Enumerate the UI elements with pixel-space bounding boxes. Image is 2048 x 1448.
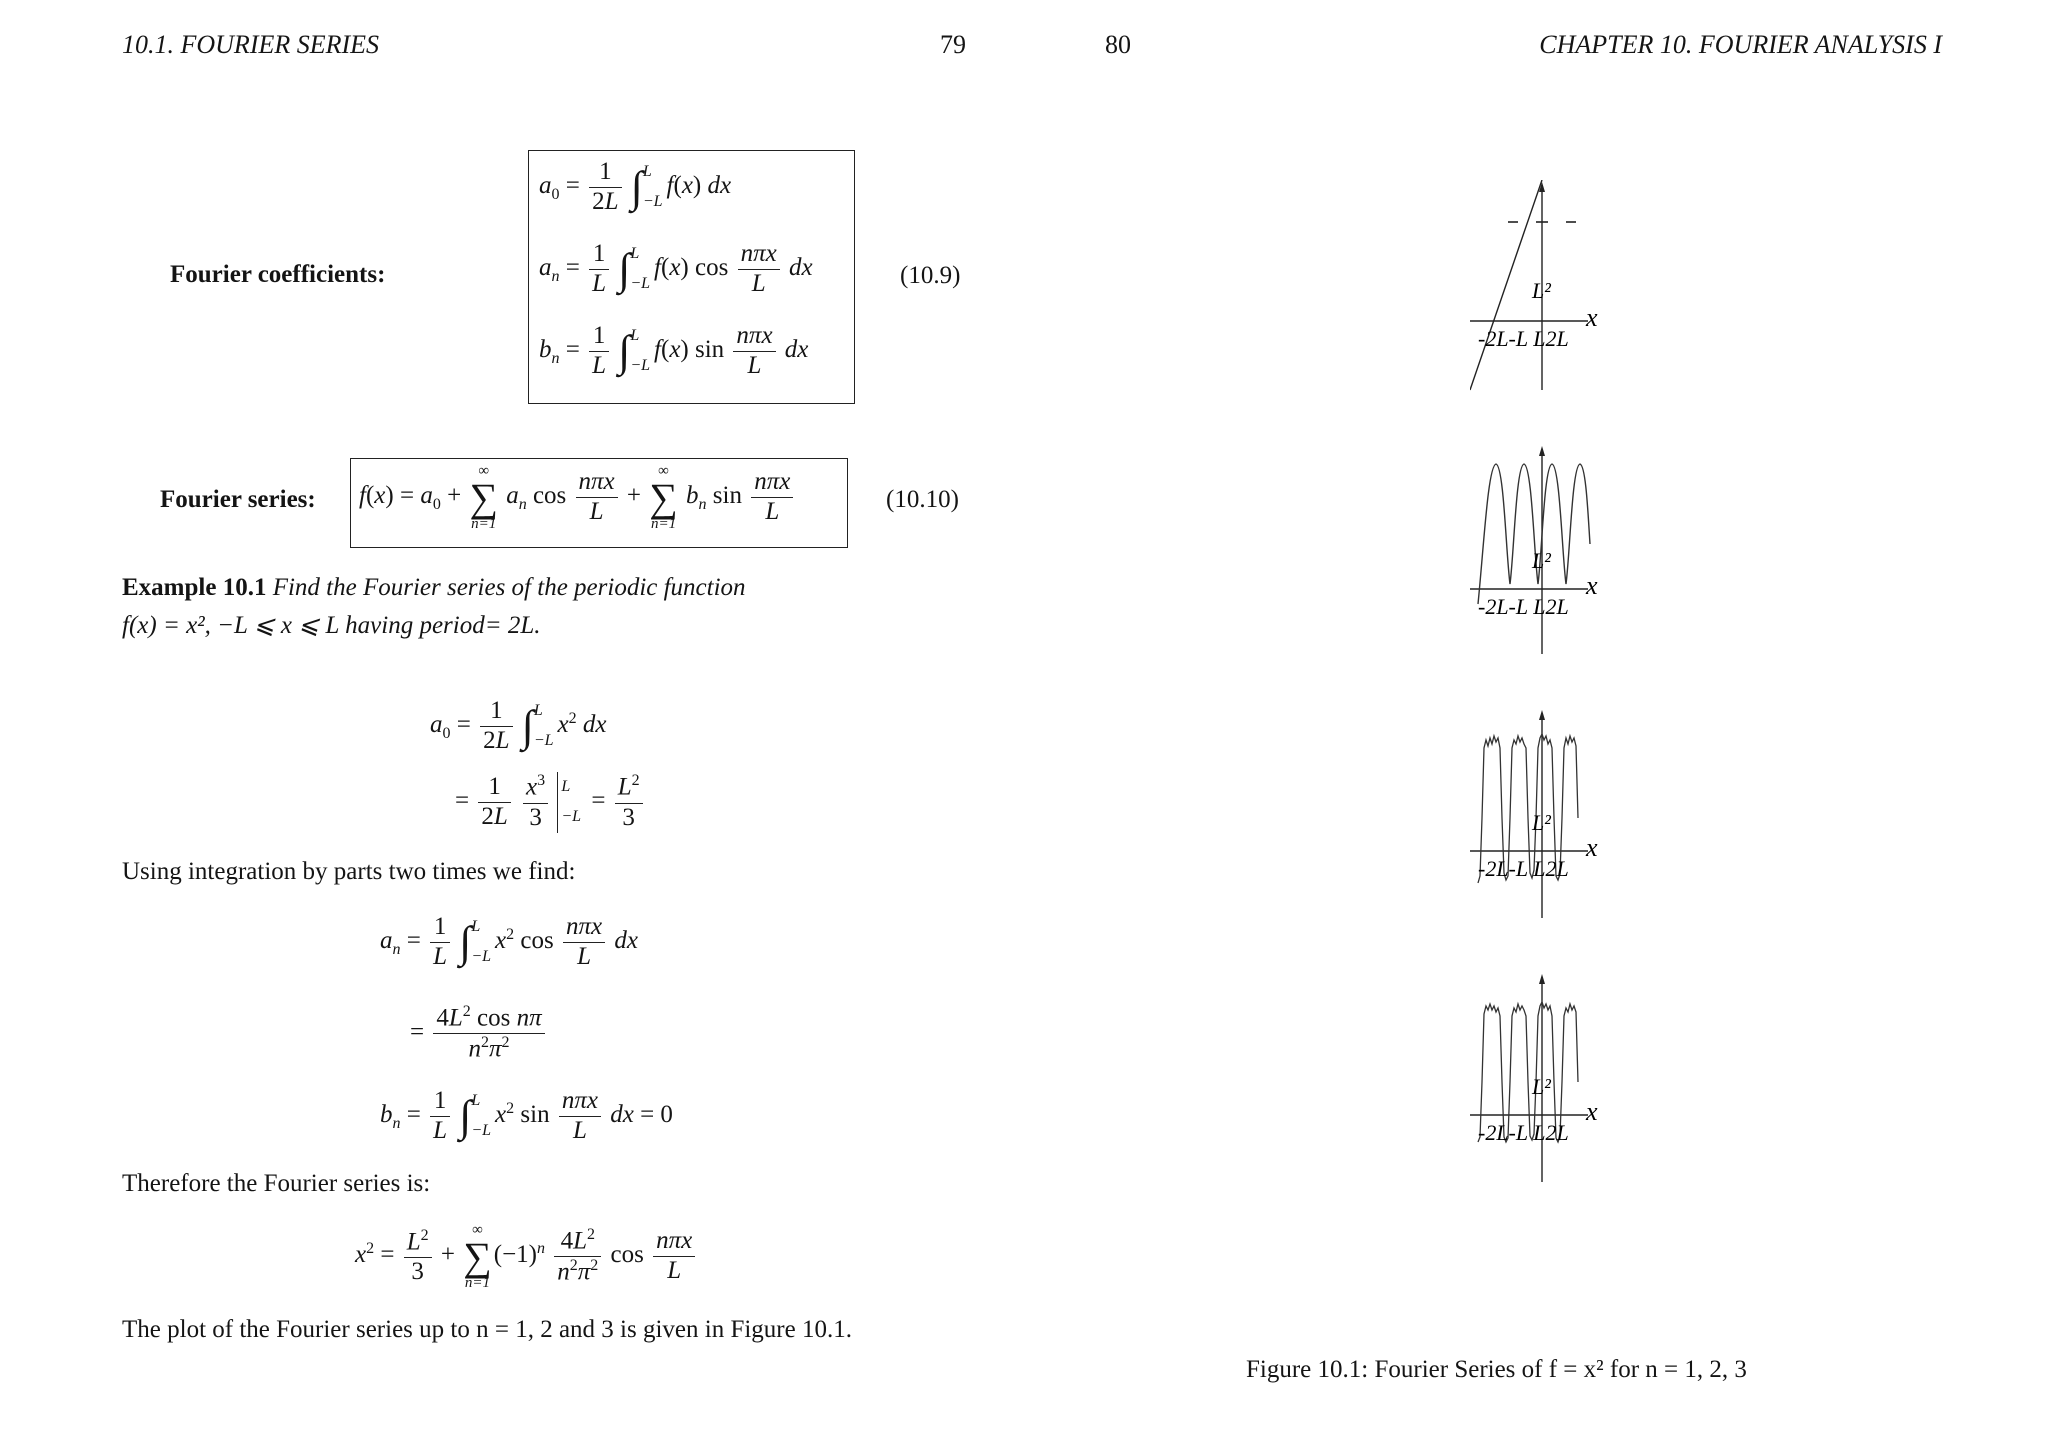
example-line-2: f(x) = x², −L ⩽ x ⩽ L having period= 2L. <box>122 612 541 639</box>
right-running-head: CHAPTER 10. FOURIER ANALYSIS I <box>1539 30 1942 59</box>
right-page-number: 80 <box>1105 30 1131 59</box>
derivation-an-line2: = $\frac{4L^2 \cos n\pi}{n^2\pi^2}$ <box>410 1003 548 1064</box>
derivation-bn: $b_n$ = $\frac{1}{L}$ ∫ L −L $x^2$ sin $\frac{\text{nπx}}{L}$ dx = 0 <box>380 1087 673 1144</box>
plot3-y-arrow <box>1539 710 1545 720</box>
equation-number-10-10: (10.10) <box>886 486 959 513</box>
coefficients-box <box>528 150 855 404</box>
equation-fourier-series: $f(x) = a_0$ + ∞ ∑ n=1 $a_n$ cos $\frac{\text{nπx}}{L}$ + ∞ ∑ n=1 $b_n$ sin $\frac{\text{nπx}}{L}$ <box>359 463 796 532</box>
plot-note: The plot of the Fourier series up to n = 1, 2 and 3 is given in Figure 10.1. <box>122 1316 852 1343</box>
series-box <box>350 458 848 548</box>
plot-panel-3 <box>1470 708 1610 928</box>
example-heading: Example 10.1 <box>122 574 267 601</box>
plot2-ticks: -2L-L L2L <box>1478 594 1569 619</box>
plot4-y-arrow <box>1539 974 1545 984</box>
series-intro: Therefore the Fourier series is: <box>122 1170 431 1197</box>
derivation-a0-line1: $a_0$ = $\frac{1}{2L}$ ∫ L −L $x^2$ dx <box>430 697 607 754</box>
equation-number-10-9: (10.9) <box>900 262 961 289</box>
left-running-head: 10.1. FOURIER SERIES <box>122 30 380 59</box>
plot1-x-label: x <box>1586 303 1598 332</box>
plot-panel-2 <box>1470 444 1610 664</box>
plot2-curve <box>1478 464 1590 604</box>
figure-caption: Figure 10.1: Fourier Series of f = x² for n = 1, 2, 3 <box>1246 1356 1747 1383</box>
plot1-ticks: -2L-L L2L <box>1478 326 1569 351</box>
final-fourier-series: $x^2$ = $\frac{L^2}{3}$ + ∞ ∑ n=1 $(-1)^n$ $\frac{4L^2}{n^2\pi^2}$ cos $\frac{\text{nπx}}{L}$ <box>355 1222 698 1291</box>
derivation-a0-line2: = $\frac{1}{2L}$ $\frac{x^3}{3}$ L −L = $\frac{L^2}{3}$ <box>455 772 646 833</box>
plot-panel-4 <box>1470 972 1610 1192</box>
plot4-ticks: -2L-L L2L <box>1478 1120 1569 1145</box>
plot4-x-label: x <box>1586 1097 1598 1126</box>
left-page-number: 79 <box>940 30 966 59</box>
plot2-x-label: x <box>1586 571 1598 600</box>
equation-an: $a_n$ = $\frac{1}{L}$ ∫ L −L f(x) cos $\frac{\text{nπx}}{L}$ dx <box>539 240 813 297</box>
plot4-y-label: L² <box>1532 1074 1551 1099</box>
plot1-y-label: L² <box>1532 278 1551 303</box>
plot2-y-arrow <box>1539 446 1545 456</box>
parts-intro: Using integration by parts two times we find: <box>122 858 576 885</box>
plot2-y-label: L² <box>1532 548 1551 573</box>
coefficients-label: Fourier coefficients: <box>170 261 386 288</box>
equation-a0: $a_0$ = $\frac{1}{2L}$ ∫ L −L f(x) dx <box>539 158 732 215</box>
plot3-ticks: -2L-L L2L <box>1478 856 1569 881</box>
example-line-1: Find the Fourier series of the periodic function <box>272 574 746 601</box>
derivation-an-line1: $a_n$ = $\frac{1}{L}$ ∫ L −L $x^2$ cos $\frac{\text{nπx}}{L}$ dx <box>380 913 638 970</box>
example-statement <box>122 574 882 602</box>
plot3-x-label: x <box>1586 833 1598 862</box>
equation-bn: $b_n$ = $\frac{1}{L}$ ∫ L −L f(x) sin $\frac{\text{nπx}}{L}$ dx <box>539 322 809 379</box>
plot3-y-label: L² <box>1532 810 1551 835</box>
plot-panel-1 <box>1470 180 1610 400</box>
series-label: Fourier series: <box>160 486 316 513</box>
